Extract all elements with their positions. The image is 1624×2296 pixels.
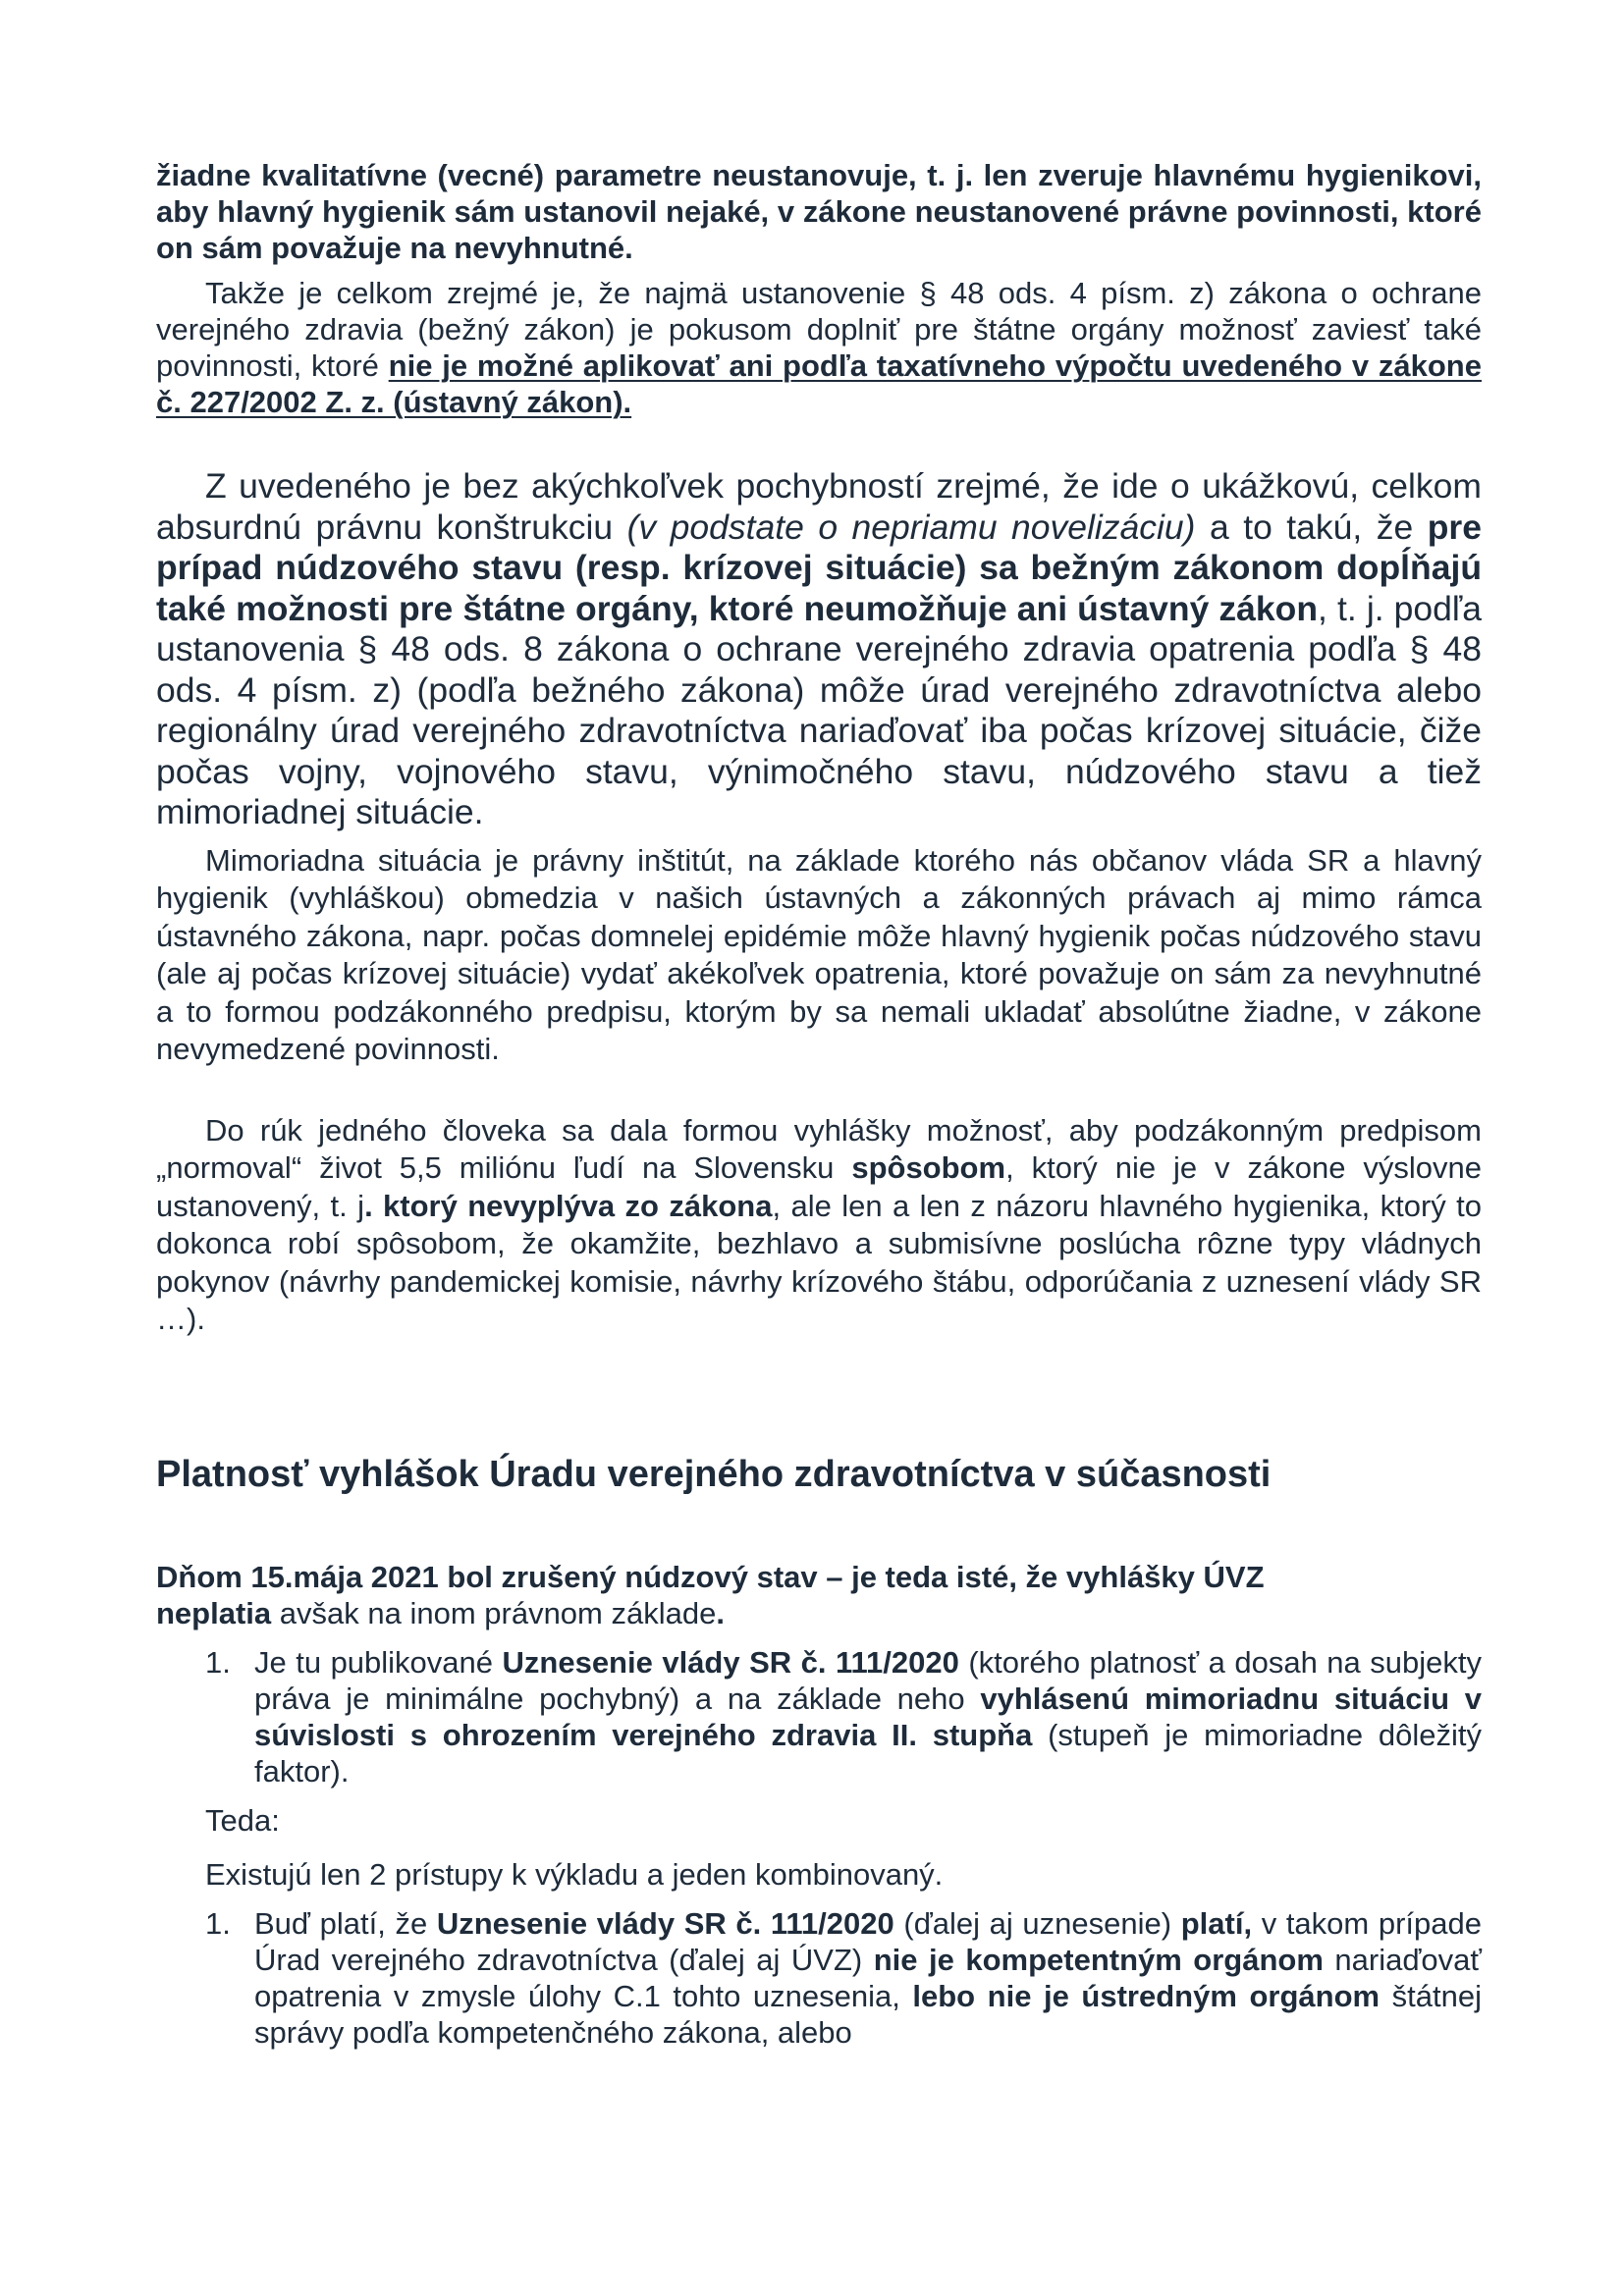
list-item-number: 1. <box>205 1644 231 1680</box>
paragraph-2-text: Takže je celkom zrejmé je, že najmä ustanovenie § 48 ods. 4 písm. z) zákona o ochrane verejného zdravia (bežný zákon) je pokusom doplniť pre štátne orgány možnosť zaviesť také povinnosti, ktoré <box>156 276 1482 383</box>
paragraph-5-bold-b: spôsobom <box>851 1150 1006 1185</box>
list-1-bold-d: vyhlásenú mimoriadnu situáciu v súvislosti s ohrozením verejného zdravia II. stupňa <box>254 1681 1482 1752</box>
list-2-bold-h: lebo nie je ústredným orgánom <box>912 1978 1380 2013</box>
list-item-number: 1. <box>205 1905 231 1941</box>
paragraph-6-period: . <box>716 1595 725 1630</box>
paragraph-5-text-a: Do rúk jedného človeka sa dala formou vyhlášky možnosť, aby podzákonným predpisom „normoval“ život 5,5 miliónu ľudí na Slovensku <box>156 1112 1482 1185</box>
paragraph-5 <box>156 1112 1482 1339</box>
paragraph-6-bold: Dňom 15.mája 2021 bol zrušený núdzový stav – je teda isté, že vyhlášky ÚVZ neplatia <box>156 1559 1265 1630</box>
paragraph-5-text-c: , ktorý nie je v zákone výslovne ustanovený, t. j <box>156 1150 1482 1223</box>
paragraph-3-text-a: Z uvedeného je bez akýchkoľvek pochybností zrejmé, že ide o ukážkovú, celkom absurdnú právnu konštrukciu <box>156 466 1482 547</box>
list-1-text-a: Je tu publikované <box>254 1644 503 1680</box>
list-2-text-c: (ďalej aj uznesenie) <box>893 1905 1181 1941</box>
paragraph-3-italic: (v podstate o nepriamu novelizáciu) <box>626 507 1196 547</box>
paragraph-3-bold: pre prípad núdzového stavu (resp. krízovej situácie) sa bežným zákonom dopĺňajú také možnosti pre štátne orgány, ktoré neumožňuje ani ústavný zákon <box>156 507 1482 628</box>
numbered-list-2 <box>156 1905 1482 2051</box>
paragraph-3 <box>156 466 1482 833</box>
list-2-text-e: v takom prípade Úrad verejného zdravotníctva (ďalej aj ÚVZ) <box>254 1905 1483 1977</box>
paragraph-2 <box>156 275 1482 420</box>
paragraph-1-bold: žiadne kvalitatívne (vecné) parametre neustanovuje, t. j. len zveruje hlavnému hygienikovi, aby hlavný hygienik sám ustanovil nejaké, v zákone neustanovené právne povinnosti, ktoré on sám považuje na nevyhnutné. <box>156 158 1482 265</box>
list-1-bold-b: Uznesenie vlády SR č. 111/2020 <box>502 1644 959 1680</box>
existuju-line: Existujú len 2 prístupy k výkladu a jeden kombinovaný. <box>205 1856 944 1892</box>
list-2-text-i: štátnej správy podľa kompetenčného zákona, alebo <box>254 1978 1482 2050</box>
list-2-bold-b: Uznesenie vlády SR č. 111/2020 <box>436 1905 894 1941</box>
list-2-bold-f: nie je kompetentným orgánom <box>873 1942 1324 1977</box>
paragraph-3-text-c: a to takú, že <box>1195 507 1428 547</box>
paragraph-6-text: avšak na inom právnom základe <box>271 1595 717 1630</box>
paragraph-6 <box>156 1559 1374 1631</box>
section-heading: Platnosť vyhlášok Úradu verejného zdravotníctva v súčasnosti <box>156 1453 1272 1495</box>
list-2-text-g: nariaďovať opatrenia v zmysle úlohy C.1 tohto uznesenia, <box>254 1942 1483 2013</box>
paragraph-3-text-e: , t. j. podľa ustanovenia § 48 ods. 8 zákona o ochrane verejného zdravia opatrenia podľa § 48 ods. 4 písm. z) (podľa bežného zákona) môže úrad verejného zdravotníctva alebo regionálny úrad verejného zdravotníctva nariaďovať iba počas krízovej situácie, čiže počas vojny, vojnového stavu, výnimočného stavu, núdzového stavu a tiež mimoriadnej situácie. <box>156 588 1482 831</box>
list-item <box>156 1905 1482 2051</box>
teda-label: Teda: <box>205 1802 280 1838</box>
paragraph-1 <box>156 157 1482 266</box>
paragraph-5-text-e: , ale len a len z názoru hlavného hygienika, ktorý to dokonca robí spôsobom, že okamžite, bezhlavo a submisívne poslúcha rôzne typy vládnych pokynov (návrhy pandemickej komisie, návrhy krízového štábu, odporúčania z uznesení vlády SR …). <box>156 1188 1483 1336</box>
paragraph-5-bold-d: . ktorý nevyplýva zo zákona <box>364 1188 773 1223</box>
numbered-list-1 <box>156 1644 1482 1789</box>
paragraph-4-text: Mimoriadna situácia je právny inštitút, na základe ktorého nás občanov vláda SR a hlavný hygienik (vyhláškou) obmedzia v našich ústavných a zákonných právach aj mimo rámca ústavného zákona, napr. počas domnelej epidémie môže hlavný hygienik počas núdzového stavu (ale aj počas krízovej situácie) vydať akékoľvek opatrenia, ktoré považuje on sám za nevyhnutné a to formou podzákonného predpisu, ktorým by sa nemali ukladať absolútne žiadne, v zákone nevymedzené povinnosti. <box>156 842 1482 1066</box>
list-1-text-c: (ktorého platnosť a dosah na subjekty práva je minimálne pochybný) a na základe neho <box>254 1644 1482 1716</box>
document-page <box>156 157 1482 2051</box>
list-item <box>156 1644 1482 1789</box>
list-2-bold-d: platí, <box>1180 1905 1253 1941</box>
paragraph-4 <box>156 842 1482 1069</box>
list-1-text-e: (stupeň je mimoriadne dôležitý faktor). <box>254 1717 1482 1789</box>
list-2-text-a: Buď platí, že <box>254 1905 437 1941</box>
paragraph-2-underlined: nie je možné aplikovať ani podľa taxatívneho výpočtu uvedeného v zákone č. 227/2002 Z. z. (ústavný zákon). <box>156 348 1482 419</box>
